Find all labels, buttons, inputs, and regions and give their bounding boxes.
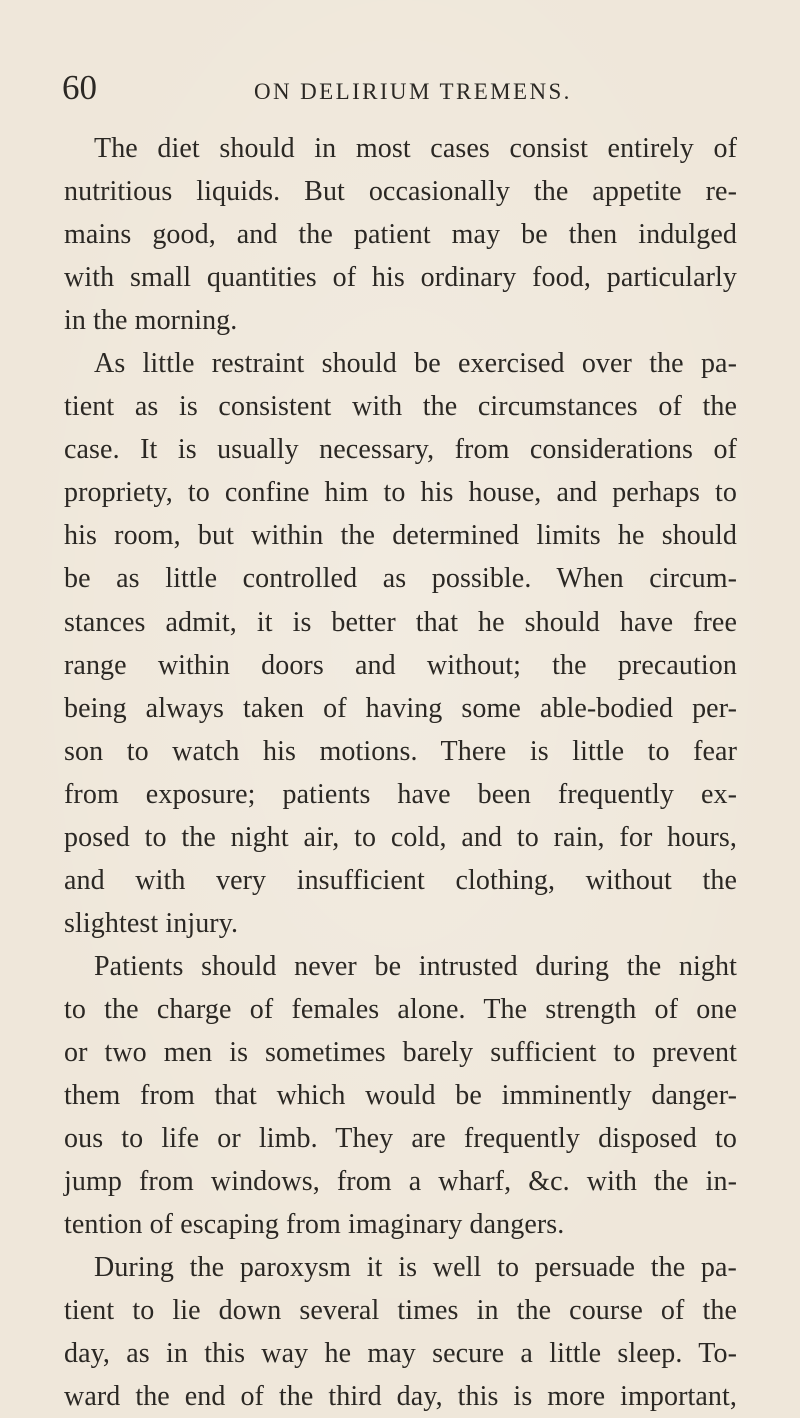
text-line: propriety, to confine him to his house, and perhaps to bbox=[64, 477, 737, 509]
text-line: tient to lie down several times in the course of the bbox=[64, 1295, 737, 1327]
text-line: case. It is usually necessary, from considerations of bbox=[64, 434, 737, 466]
text-line: or two men is sometimes barely sufficient to prevent bbox=[64, 1036, 737, 1068]
text-line: be as little controlled as possible. When circum- bbox=[64, 563, 737, 595]
text-line: tient as is consistent with the circumstances of the bbox=[64, 391, 737, 423]
text-line: range within doors and without; the precaution bbox=[64, 649, 737, 681]
text-line: posed to the night air, to cold, and to rain, for hours, bbox=[64, 821, 737, 853]
text-line: to the charge of females alone. The strength of one bbox=[64, 993, 737, 1025]
text-line: from exposure; patients have been frequently ex- bbox=[64, 778, 737, 810]
running-title: ON DELIRIUM TREMENS. bbox=[254, 79, 572, 104]
text-line: tention of escaping from imaginary dangers. bbox=[64, 1209, 565, 1241]
text-line: During the paroxysm it is well to persuade the pa- bbox=[94, 1252, 737, 1284]
text-line: mains good, and the patient may be then indulged bbox=[64, 219, 737, 251]
text-line: in the morning. bbox=[64, 305, 238, 337]
text-line: slightest injury. bbox=[64, 907, 239, 939]
text-line: nutritious liquids. But occasionally the appetite re- bbox=[64, 176, 737, 208]
text-line: The diet should in most cases consist entirely of bbox=[94, 133, 737, 164]
page-number: 60 bbox=[62, 68, 97, 107]
text-line: stances admit, it is better that he should have free bbox=[64, 606, 737, 638]
text-line: Patients should never be intrusted during the night bbox=[94, 950, 737, 982]
text-line: jump from windows, from a wharf, &c. with the in- bbox=[64, 1166, 737, 1198]
text-line: son to watch his motions. There is little to fear bbox=[64, 735, 737, 767]
text-line: As little restraint should be exercised over the pa- bbox=[94, 348, 737, 380]
body-text bbox=[64, 127, 737, 1418]
running-head bbox=[62, 68, 722, 118]
text-line: and with very insufficient clothing, without the bbox=[64, 864, 737, 896]
text-line: his room, but within the determined limits he should bbox=[64, 520, 737, 552]
text-line: with small quantities of his ordinary food, particularly bbox=[64, 262, 737, 294]
text-line: ous to life or limb. They are frequently disposed to bbox=[64, 1123, 737, 1155]
text-line: them from that which would be imminently danger- bbox=[64, 1080, 737, 1112]
text-line: ward the end of the third day, this is more important, bbox=[64, 1381, 737, 1413]
text-line: being always taken of having some able-bodied per- bbox=[64, 692, 737, 724]
text-line: day, as in this way he may secure a little sleep. To- bbox=[64, 1338, 737, 1370]
